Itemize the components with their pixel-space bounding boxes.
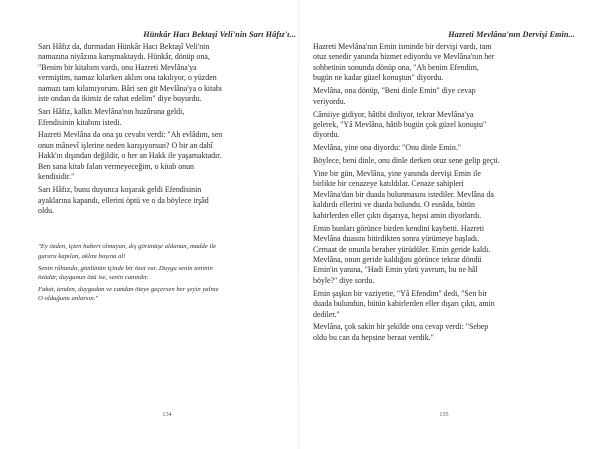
quote-paragraph [38,264,296,282]
text-line: namazına niyâzına karışmaktaydı. Hünkâr, dönüp ona, [38,52,210,62]
text-line: ayaklarına kapandı, ellerini öptü ve o da böylece irşâd [38,195,209,205]
paragraph [38,130,296,182]
text-line: namazı tam kılamıyorum. Bâri sen git Mevlâna'ya o kitabı [38,83,222,93]
paragraph [38,42,296,105]
text-line: "Ey özden, içten haberi olmayan, dış görünüşe aldanan, madde ile [38,243,217,251]
paragraph [313,169,575,221]
text-line: özüdür, duygunun özü ise, senin canındır. [38,274,149,282]
text-line: Böylece, beni dinle, onu dinle derken otuz sene gelip geçti. [313,156,500,166]
text-line: kaldırdı ellerini ve duada bulundu. O esnâda, bütün [313,200,475,210]
text-line: Sarı Hâfız da, durmadan Hünkâr Hacı Bektaşî Veli'nin [38,42,210,51]
right-page-body [313,42,575,343]
text-line: oldu bu can da hepsine beraat verdik." [313,332,434,342]
text-line: Emin bunları görünce birden kendini kaybetti. Hazreti [313,223,485,233]
text-line: otuz senedir yanında hizmet ediyordu ve Mevlâna'nın her [313,52,495,62]
paragraph [313,143,575,153]
text-line: böyle?" diye sordu. [313,275,375,285]
text-line: Hakk'ın dışından değildir, o her an Hakk ile yaşamaktadır. [38,151,222,161]
text-line: Yine bir gün, Mevlâna, yine yanında dervişi Emin ile [313,168,481,178]
left-page [38,0,296,449]
left-running-head: Hünkâr Hacı Bektaşî Veli'nin Sarı Hâfız'ı... [143,30,296,39]
paragraph [313,289,575,320]
text-line: kendisidir." [38,172,75,182]
paragraph [313,224,575,287]
text-line: O olduğunu anlarsın." [38,295,99,303]
text-line: Emin şaşkın bir vaziyette, "Yâ Efendim" dedi, "Sen bir [313,288,488,298]
text-line: Emin'in yanına, "Hadi Emin yürü yavrum, bu ne hâl [313,265,478,275]
text-line: oldu. [38,205,55,215]
text-line: gururu kapılan, aklını başına al! [38,252,126,260]
text-line: veriyordu. [313,96,346,106]
text-line: onun mânevî işlerine neden karışıyorsun? O bir an dahî [38,140,213,150]
text-line: Hazreti Mevlâna da ona şu cevabı verdi: "Ah evlâdım, sen [38,130,223,140]
right-page [313,0,575,449]
quote-paragraph [38,285,296,303]
text-line: Sarı Hâfız, kalktı Mevlâna'nın huzûruna geldi, [38,107,185,117]
text-line: Senin rûhunda, gönlünün içinde bir özet var. Duygu senin teninin [38,264,213,272]
left-page-quote [38,242,296,303]
text-line: Mevlâna, çok sakin bir şekilde ona cevap verdi: "Sebep [313,322,489,332]
right-running-head: Hazreti Mevlâna'nın Dervişi Emin... [448,30,575,39]
left-page-number: 134 [162,411,172,418]
text-line: kabirlerden eller çıktı dışarıya, hepsi amin diyorlardı. [313,210,482,220]
book-gutter [298,0,299,449]
quote-paragraph [38,242,296,260]
paragraph [313,156,575,166]
paragraph [38,185,296,216]
paragraph [313,42,575,84]
text-line: iste ondan da ikimiz de rahat edelim" diye buyurdu. [38,94,202,104]
text-line: Fakat, tenden, duygudan ve candan öteye geçersen her şeyin yalnız [38,286,219,294]
text-line: Mevlâna'dan bir duada bulunmasını istediler. Mevlâna da [313,189,494,199]
text-line: Hazreti Mevlâna'nın Emin isminde bir dervişi vardı, tam [313,42,492,51]
text-line: birlikte bir cenazeye katıldılar. Cenaze sahipleri [313,179,464,189]
right-page-number: 135 [439,411,449,418]
paragraph [313,86,575,107]
text-line: dediler." [313,309,340,319]
paragraph [313,322,575,343]
text-line: duada bulundun, bütün kabirlerden eller dışarı çıktı, amin [313,299,495,309]
text-line: Cemaat de onunla beraber yürüdüler. Emin geride kaldı. [313,244,491,254]
paragraph [38,107,296,128]
text-line: Mevlâna duasını bitirdikten sonra yürümeye başladı. [313,234,480,244]
text-line: Ben sana kitab falan vermeyeceğim, o kitab onun [38,161,195,171]
text-line: Sarı Hâfız, bunu duyunca koşarak geldi Efendisinin [38,185,202,195]
text-line: gelerek, "Yâ Mevlâna, hâtib bugün çok güzel konuştu" [313,119,487,129]
text-line: diyordu. [313,130,340,140]
text-line: sohbetinin sonunda dönüp ona, "Ah benim Efendim, [313,62,479,72]
text-line: Efendisinin kitabını istedi. [38,117,122,127]
text-line: Mevlâna, yine ona diyordu: "Onu dinle Emin." [313,143,462,153]
text-line: Câmiiye gidiyor, hâtibi dinliyor, tekrar Mevlâna'ya [313,109,474,119]
left-page-body [38,42,296,216]
text-line: Mevlâna, ona dönüp, "Beni dinle Emin" diye cevap [313,86,476,96]
text-line: vermiştim, namaz kılarken aklım ona takılıyor, o yüzden [38,73,217,83]
text-line: bugün ne kadar güzel konuştun" diyordu. [313,73,444,83]
text-line: Mevlâna, onun geride kaldığını görünce tekrar döndü [313,254,482,264]
text-line: "Benim bir kitabım vardı, onu Hazreti Mevlâna'ya [38,62,197,72]
paragraph [313,110,575,141]
